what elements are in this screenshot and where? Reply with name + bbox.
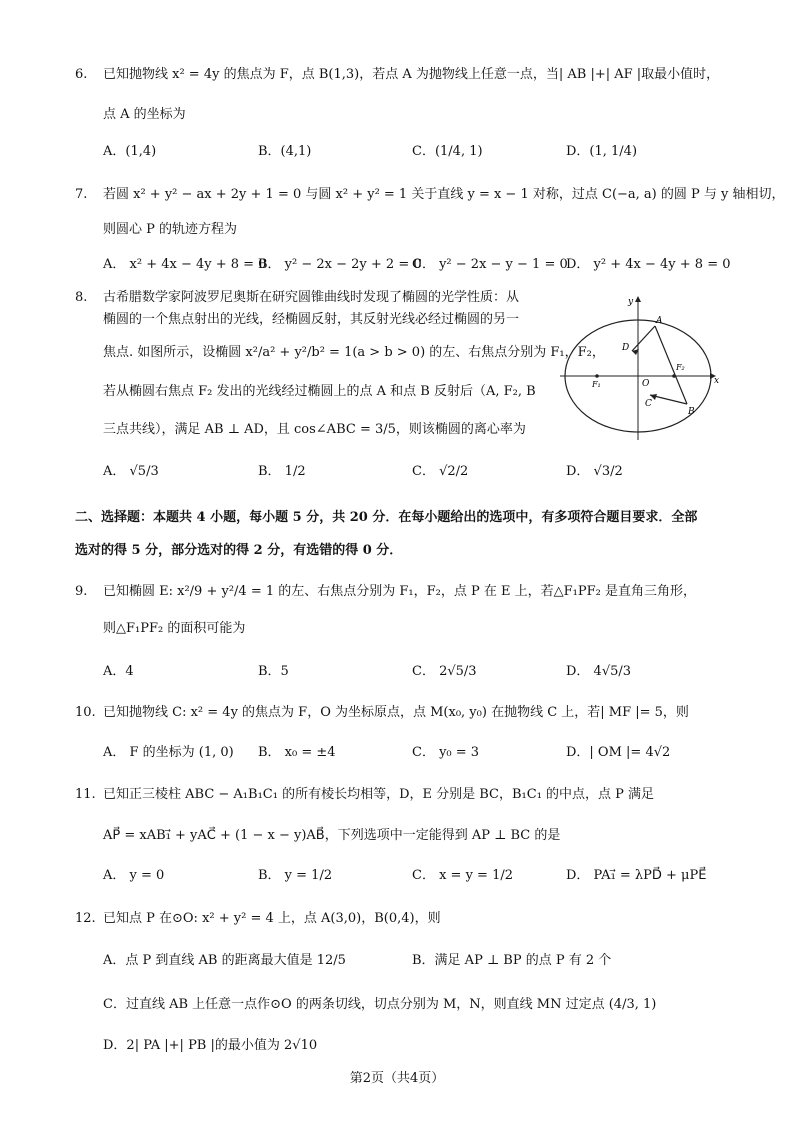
q12-option-c: C．过直线 AB 上任意一点作⊙O 的两条切线，切点分别为 M，N，则直线 MN 过定点 (4/3, 1) [103,997,657,1012]
q12-number: 12. [75,911,96,926]
segment-d-a [632,326,655,351]
q9-number: 9. [75,584,88,599]
q12-option-a: A．点 P 到直线 AB 的距离最大值是 12/5 [103,953,346,968]
q12-option-d: D．2| PA |+| PB |的最小值为 2√10 [103,1038,318,1053]
point-f1 [595,374,599,378]
label-c: C [645,399,652,409]
q9-option-a: A．4 [103,664,134,679]
q10-stem-line1: 已知抛物线 C: x² = 4y 的焦点为 F，O 为坐标原点，点 M(x₀, y₀) 在抛物线 C 上，若| MF |= 5，则 [103,705,689,720]
section2-heading-line1: 二、选择题：本题共 4 小题，每小题 5 分，共 20 分．在每小题给出的选项中，有多项符合题目要求．全部 [75,510,698,525]
q10-option-b: B． x₀ = ±4 [258,745,336,760]
q8-option-c: C． √2/2 [412,464,469,479]
q11-number: 11. [75,787,96,802]
point-f2 [672,374,676,378]
section2-heading-line2: 选对的得 5 分，部分选对的得 2 分，有选错的得 0 分． [75,543,403,558]
q11-stem-line2: AP⃗ = xAB₁⃗ + yAC⃗ + (1 − x − y)AB⃗，下列选项中一定能得到 AP ⊥ BC 的是 [103,828,561,843]
q9-stem-line2: 则△F₁PF₂ 的面积可能为 [103,621,246,636]
q9-option-c: C． 2√5/3 [412,664,477,679]
q10-option-a: A． F 的坐标为 (1, 0) [103,745,234,760]
q6-option-d: D．(1, 1/4) [566,144,638,159]
q11-option-d: D． PA₁⃗ = λPD⃗ + μPE⃗ [566,868,707,883]
q7-option-a: A． x² + 4x − 4y + 8 = 0 [103,257,267,272]
label-o: O [642,379,650,389]
q8-option-d: D． √3/2 [566,464,623,479]
q6-option-b: B．(4,1) [258,144,312,159]
label-d: D [622,343,630,353]
q8-stem-line1: 古希腊数学家阿波罗尼奥斯在研究圆锥曲线时发现了椭圆的光学性质：从 [103,290,520,305]
q8-number: 8. [75,290,88,305]
q12-stem-line1: 已知点 P 在⊙O: x² + y² = 4 上，点 A(3,0)，B(0,4)，则 [103,911,441,926]
q7-option-b: B． y² − 2x − 2y + 2 = 0 [258,257,422,272]
q8-option-a: A． √5/3 [103,464,159,479]
q11-option-b: B． y = 1/2 [258,868,333,883]
q8-stem-line5: 三点共线），满足 AB ⊥ AD，且 cos∠ABC = 3/5，则该椭圆的离心率为 [103,422,526,437]
q9-stem-line1: 已知椭圆 E: x²/9 + y²/4 = 1 的左、右焦点分别为 F₁，F₂，点 P 在 E 上，若△F₁PF₂ 是直角三角形， [103,584,696,599]
q9-option-d: D． 4√5/3 [566,664,632,679]
q12-option-b: B．满足 AP ⊥ BP 的点 P 有 2 个 [412,953,612,968]
label-f2: F₂ [676,363,685,372]
q6-option-a: A．(1,4) [103,144,157,159]
q6-stem-line1: 已知抛物线 x² = 4y 的焦点为 F，点 B(1,3)，若点 A 为抛物线上任意一点，当| AB |+| AF |取最小值时， [103,67,720,82]
label-a: A [656,316,663,326]
q8-stem-line4: 若从椭圆右焦点 F₂ 发出的光线经过椭圆上的点 A 和点 B 反射后（A, F₂, B [103,384,536,399]
q11-stem-line1: 已知正三棱柱 ABC − A₁B₁C₁ 的所有棱长均相等，D，E 分别是 BC，B₁C₁ 的中点，点 P 满足 [103,787,655,802]
label-y: y [628,297,634,307]
label-f1: F₁ [592,380,601,389]
q10-number: 10. [75,705,96,720]
q10-option-d: D．| OM |= 4√2 [566,745,671,760]
q11-option-a: A． y = 0 [103,868,165,883]
q6-option-c: C．(1/4, 1) [412,144,483,159]
label-x: x [714,376,720,386]
q7-option-c: C． y² − 2x − y − 1 = 0 [412,257,568,272]
q7-option-d: D． y² + 4x − 4y + 8 = 0 [566,257,731,272]
q6-number: 6. [75,67,88,82]
q8-stem-line3: 焦点. 如图所示，设椭圆 x²/a² + y²/b² = 1(a > b > 0) 的左、右焦点分别为 F₁，F₂， [103,345,605,360]
q10-option-c: C． y₀ = 3 [412,745,480,760]
ellipse-figure [560,290,730,440]
q7-stem-line2: 则圆心 P 的轨迹方程为 [103,222,238,237]
q7-stem-line1: 若圆 x² + y² − ax + 2y + 1 = 0 与圆 x² + y² = 1 关于直线 y = x − 1 对称，过点 C(−a, a) 的圆 P 与 y 轴相切， [103,187,785,202]
q8-option-b: B． 1/2 [258,464,306,479]
y-axis-arrow [635,296,641,302]
page-footer: 第2页（共4页） [349,1071,445,1086]
q6-stem-line2: 点 A 的坐标为 [103,107,186,122]
q9-option-b: B．5 [258,664,289,679]
q11-option-c: C． x = y = 1/2 [412,868,513,883]
label-b: B [688,407,695,417]
q7-number: 7. [75,187,88,202]
q8-stem-line2: 椭圆的一个焦点射出的光线，经椭圆反射，其反射光线必经过椭圆的另一 [103,312,520,327]
